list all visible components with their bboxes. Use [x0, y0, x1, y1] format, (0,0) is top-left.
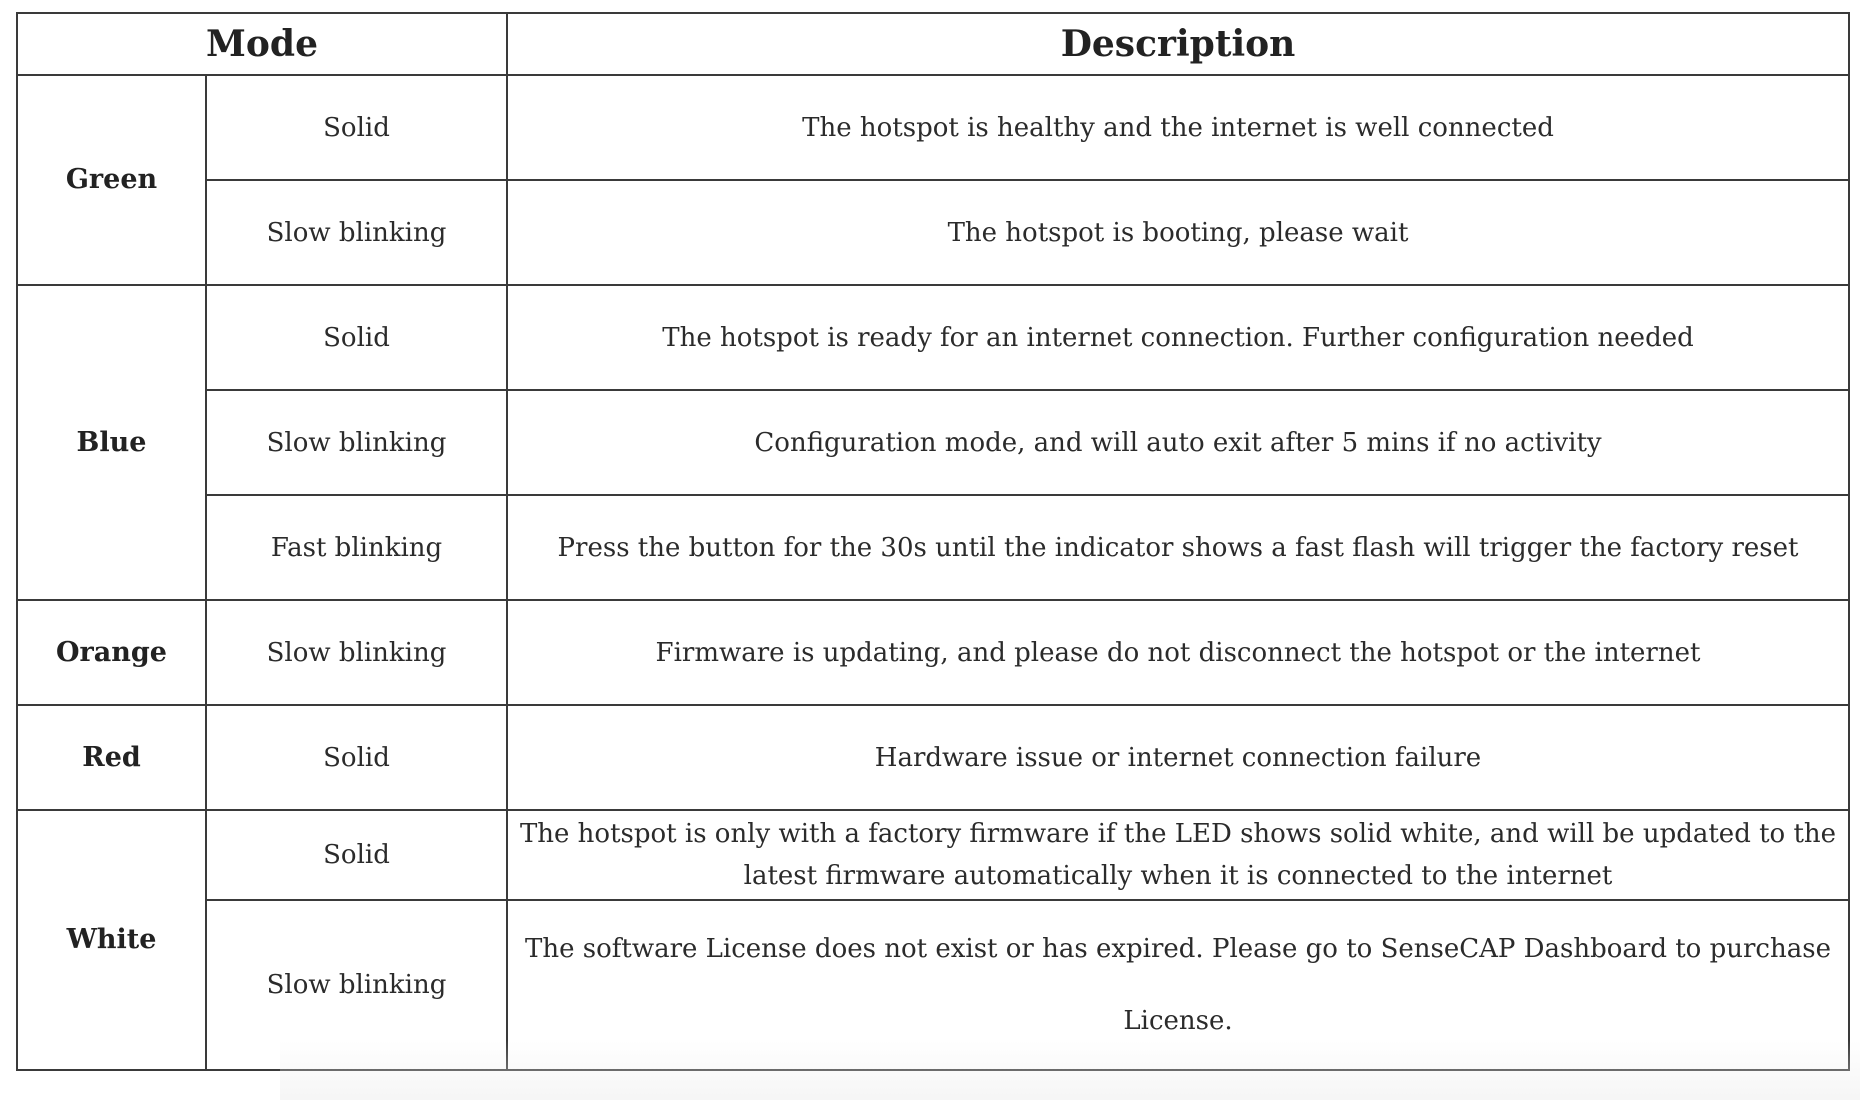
table-row: [17, 495, 1849, 600]
description-cell: The hotspot is booting, please wait: [507, 180, 1849, 285]
mode-cell: Fast blinking: [206, 495, 507, 600]
table-row: [17, 75, 1849, 180]
description-cell: Hardware issue or internet connection failure: [507, 705, 1849, 810]
color-blue: Blue: [17, 285, 206, 600]
mode-cell: Solid: [206, 810, 507, 900]
mode-cell: Slow blinking: [206, 390, 507, 495]
mode-cell: Solid: [206, 285, 507, 390]
header-row: [17, 13, 1849, 75]
table-row: [17, 810, 1849, 900]
mode-cell: Solid: [206, 75, 507, 180]
table-row: [17, 390, 1849, 495]
table-row: [17, 900, 1849, 1070]
header-description: Description: [507, 13, 1849, 75]
description-cell: The hotspot is healthy and the internet is well connected: [507, 75, 1849, 180]
mode-cell: Slow blinking: [206, 900, 507, 1070]
mode-cell: Solid: [206, 705, 507, 810]
description-cell: The software License does not exist or has expired. Please go to SenseCAP Dashboard to purchase License.: [507, 900, 1849, 1070]
color-white: White: [17, 810, 206, 1070]
header-mode: Mode: [17, 13, 507, 75]
color-green: Green: [17, 75, 206, 285]
table-row: [17, 285, 1849, 390]
table-row: [17, 180, 1849, 285]
table-row: [17, 705, 1849, 810]
mode-cell: Slow blinking: [206, 180, 507, 285]
description-cell: Configuration mode, and will auto exit after 5 mins if no activity: [507, 390, 1849, 495]
description-cell: Firmware is updating, and please do not disconnect the hotspot or the internet: [507, 600, 1849, 705]
color-red: Red: [17, 705, 206, 810]
mode-cell: Slow blinking: [206, 600, 507, 705]
description-cell: The hotspot is only with a factory firmware if the LED shows solid white, and will be updated to the latest firmware automatically when it is connected to the internet: [507, 810, 1849, 900]
color-orange: Orange: [17, 600, 206, 705]
table-row: [17, 600, 1849, 705]
description-cell: Press the button for the 30s until the indicator shows a fast flash will trigger the factory reset: [507, 495, 1849, 600]
description-cell: The hotspot is ready for an internet connection. Further configuration needed: [507, 285, 1849, 390]
led-status-table: [16, 12, 1850, 1071]
